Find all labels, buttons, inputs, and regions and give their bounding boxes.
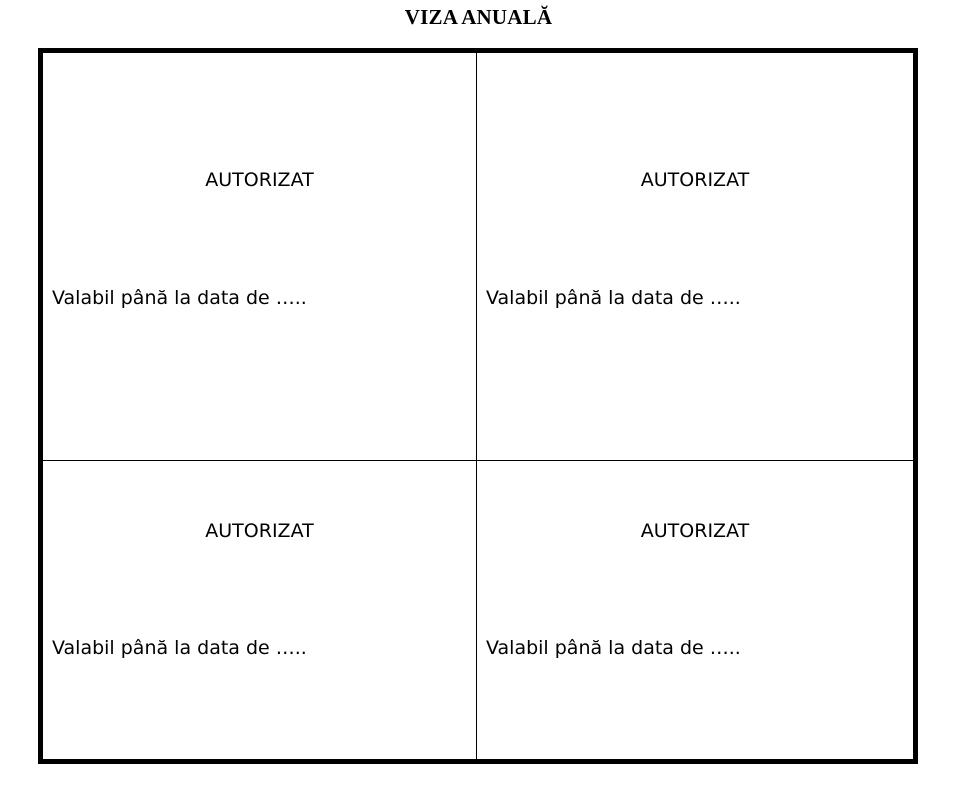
visa-cell-4 (477, 461, 913, 759)
visa-cell-3 (43, 461, 477, 759)
annual-visa-table (38, 48, 918, 764)
visa-cell-validity: Valabil până la data de ….. (486, 637, 741, 659)
visa-cell-heading: AUTORIZAT (205, 520, 314, 542)
visa-cell-heading: AUTORIZAT (640, 520, 750, 542)
visa-cell-validity: Valabil până la data de ….. (486, 287, 741, 309)
page-title: VIZA ANUALĂ (404, 5, 553, 29)
visa-cell-2 (477, 53, 913, 461)
visa-cell-validity: Valabil până la data de ….. (52, 637, 307, 659)
visa-cell-heading: AUTORIZAT (205, 169, 314, 191)
visa-cell-1 (43, 53, 477, 461)
visa-cell-heading: AUTORIZAT (640, 169, 750, 191)
visa-cell-validity: Valabil până la data de ….. (52, 287, 307, 309)
